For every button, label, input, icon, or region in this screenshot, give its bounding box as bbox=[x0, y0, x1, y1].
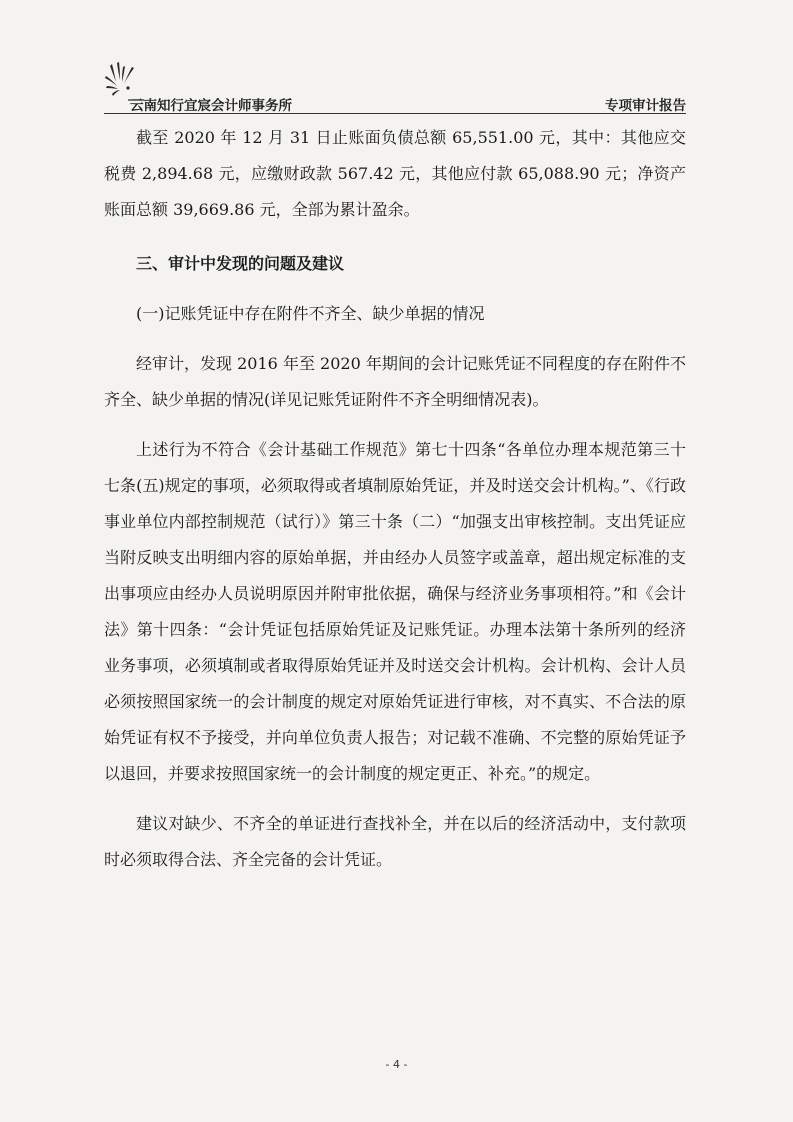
section-heading-3: 三、审计中发现的问题及建议 bbox=[136, 254, 345, 273]
paragraph-liabilities: 截至 2020 年 12 月 31 日止账面负债总额 65,551.00 元，其中：其他应交税费 2,894.68 元，应缴财政款 567.42 元，其他应付款 65,088.90 元；净资产账面总额 39,669.86 元，全部为累计盈余。 bbox=[104, 128, 686, 219]
page-header bbox=[104, 62, 686, 112]
paragraph-recommendation: 建议对缺少、不齐全的单证进行查找补全，并在以后的经济活动中，支付款项时必须取得合法、齐全完备的会计凭证。 bbox=[104, 814, 686, 869]
subsection-heading-1: (一)记账凭证中存在附件不齐全、缺少单据的情况 bbox=[136, 304, 485, 323]
firm-name: 云南知行宜宸会计师事务所 bbox=[130, 98, 292, 114]
header-divider bbox=[104, 113, 686, 114]
report-type-label: 专项审计报告 bbox=[605, 98, 686, 114]
document-body bbox=[104, 120, 686, 878]
paragraph-audit-finding: 经审计，发现 2016 年至 2020 年期间的会计记账凭证不同程度的存在附件不齐全、缺少单据的情况(详见记账凭证附件不齐全明细情况表)。 bbox=[104, 354, 686, 409]
paragraph-regulations: 上述行为不符合《会计基础工作规范》第七十四条“各单位办理本规范第三十七条(五)规定的事项，必须取得或者填制原始凭证，并及时送交会计机构。”、《行政事业单位内部控制规范（试行）》第三十条（二）“加强支出审核控制。支出凭证应当附反映支出明细内容的原始单据，并由经办人员签字或盖章，超出规定标准的支出事项应由经办人员说明原因并附审批依据，确保与经济业务事项相符。”和《会计法》第十四条：“会计凭证包括原始凭证及记账凭证。办理本法第十条所列的经济业务事项，必须填制或者取得原始凭证并及时送交会计机构。会计机构、会计人员必须按照国家统一的会计制度的规定对原始凭证进行审核，对不真实、不合法的原始凭证有权不予接受，并向单位负责人报告；对记载不准确、不完整的原始凭证予以退回，并要求按照国家统一的会计制度的规定更正、补充。”的规定。 bbox=[104, 440, 686, 783]
page-number: - 4 - bbox=[385, 1058, 408, 1071]
